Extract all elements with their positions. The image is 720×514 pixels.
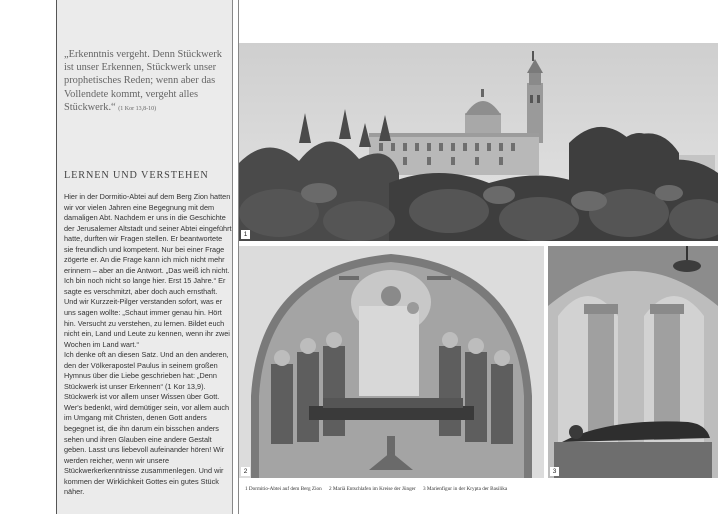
crypt-illustration <box>548 246 718 478</box>
bible-quote <box>64 48 234 116</box>
photo-number-2: 2 <box>241 467 250 476</box>
photo-captions <box>245 486 715 492</box>
body-paragraph-2: Ich denke oft an diesen Satz. Und an den anderen, den der Völkerapostel Paulus in seinem großen Hymnus über die Liebe geschrieben hat: „Denn Stückwerk ist unser Erkennen“ (1 Kor 13,9). Stückwerk ist vor allem unser Wissen über Gott. Wer's bedenkt, wird demütiger sein, vor allem auch im Umgang mit Christen, denen Gott anders begegnet ist, die ihn darum ein bisschen anders sehen und ihren Glauben eine andere Gestalt geben. Lasst uns liebevoll aufeinander hören! Wir werden reicher, wenn wir unsere Stückwerkerkenntnisse zusammenlegen. Und wir kommen der Wirklichkeit Gottes ein gutes Stück näher. <box>64 350 230 497</box>
photo-dormition-abbey <box>239 43 718 241</box>
mosaic-illustration <box>239 246 544 478</box>
abbey-landscape-illustration <box>239 43 718 241</box>
quote-text: „Erkenntnis vergeht. Denn Stückwerk ist unser Erkennen, Stückwerk unser prophetisches Reden; wenn aber das Vollendete kommt, vergeht alles Stückwerk.“ <box>64 49 222 113</box>
photo-number-1: 1 <box>241 230 250 239</box>
body-text <box>64 192 232 498</box>
photo-dormition-mosaic <box>239 246 544 478</box>
photo-crypt-mary <box>548 246 718 478</box>
caption-2: 2 Mariä Entschlafen im Kreise der Jünger <box>329 486 416 492</box>
left-blank-margin <box>0 0 57 514</box>
photo-number-3: 3 <box>550 467 559 476</box>
section-heading: LERNEN UND VERSTEHEN <box>64 170 209 181</box>
quote-reference: (1 Kor 13,8-10) <box>118 105 157 112</box>
caption-3: 3 Marienfigur in der Krypta der Basilika <box>423 486 508 492</box>
caption-1: 1 Dormitio-Abtei auf dem Berg Zion <box>245 486 322 492</box>
body-paragraph-1: Hier in der Dormitio-Abtei auf dem Berg Zion hatten wir vor vielen Jahren eine Begegnung mit dem damaligen Abt. Nachdem er uns in die Geschichte der Jerusalemer Altstadt und seiner Abtei eingeführt hatte, durften wir Fragen stellen. Er beantwortete sie freundlich und kompetent. Nur bei einer Frage zögerte er. An die Frage kann ich mich nicht mehr erinnern – aber an die Antwort. „Das weiß ich nicht. Ich bin noch nicht so lange hier. Erst 15 Jahre.“ Er sagte es verschmitzt, aber doch auch ernsthaft. Und wir Kurzzeit-Pilger verstanden sofort, was er uns sagen wollte: „Schaut immer genau hin. Hört hin. Versucht zu verstehen, zu lernen. Bildet euch nicht ein, Land und Leute zu kennen, wenn ihr zwei Wochen im Land wart.“ <box>64 192 232 349</box>
